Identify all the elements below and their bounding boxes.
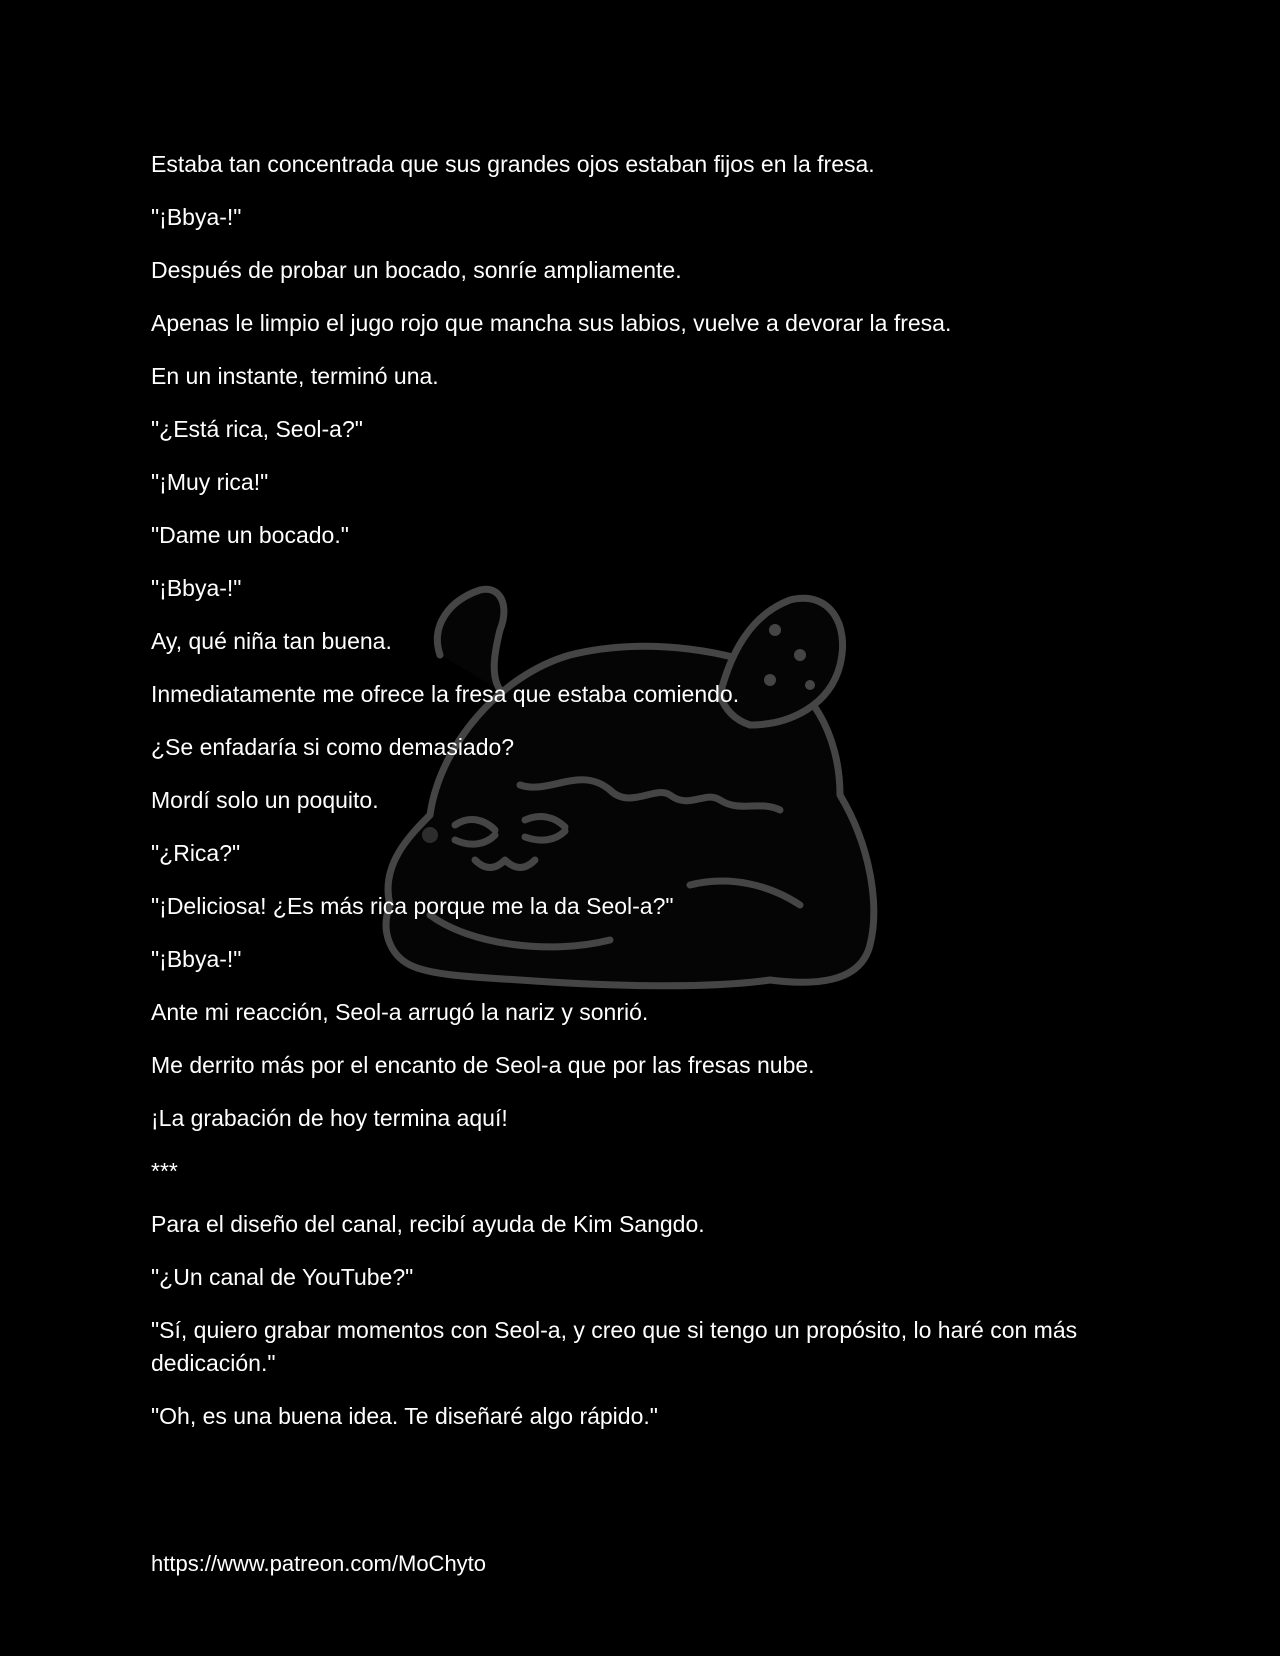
paragraph: Apenas le limpio el jugo rojo que mancha sus labios, vuelve a devorar la fresa. bbox=[151, 310, 952, 336]
paragraph: "Oh, es una buena idea. Te diseñaré algo rápido." bbox=[151, 1403, 658, 1429]
paragraph: ¡La grabación de hoy termina aquí! bbox=[151, 1105, 508, 1131]
paragraph: Inmediatamente me ofrece la fresa que estaba comiendo. bbox=[151, 681, 740, 707]
paragraph: Estaba tan concentrada que sus grandes ojos estaban fijos en la fresa. bbox=[151, 151, 875, 177]
paragraph: "Sí, quiero grabar momentos con Seol-a, y creo que si tengo un propósito, lo haré con más dedicación." bbox=[151, 1317, 1078, 1376]
scene-break: *** bbox=[151, 1158, 178, 1184]
paragraph: Ante mi reacción, Seol-a arrugó la nariz y sonrió. bbox=[151, 999, 649, 1025]
paragraph: "Dame un bocado." bbox=[151, 522, 349, 548]
paragraph: En un instante, terminó una. bbox=[151, 363, 439, 389]
paragraph: Para el diseño del canal, recibí ayuda de Kim Sangdo. bbox=[151, 1211, 705, 1237]
paragraph: ¿Se enfadaría si como demasiado? bbox=[151, 734, 515, 760]
patreon-link[interactable]: https://www.patreon.com/MoChyto bbox=[151, 1551, 487, 1576]
paragraph: "¡Deliciosa! ¿Es más rica porque me la da Seol-a?" bbox=[151, 893, 674, 919]
paragraph: "¡Muy rica!" bbox=[151, 469, 269, 495]
paragraph: Mordí solo un poquito. bbox=[151, 787, 379, 813]
paragraph: "¡Bbya-!" bbox=[151, 946, 242, 972]
paragraph: Ay, qué niña tan buena. bbox=[151, 628, 392, 654]
paragraph: Después de probar un bocado, sonríe ampliamente. bbox=[151, 257, 682, 283]
paragraph: "¡Bbya-!" bbox=[151, 575, 242, 601]
paragraph: "¿Un canal de YouTube?" bbox=[151, 1264, 414, 1290]
paragraph: "¡Bbya-!" bbox=[151, 204, 242, 230]
document-body bbox=[151, 148, 1131, 1453]
paragraph: Me derrito más por el encanto de Seol-a que por las fresas nube. bbox=[151, 1052, 815, 1078]
paragraph: "¿Está rica, Seol-a?" bbox=[151, 416, 363, 442]
paragraph: "¿Rica?" bbox=[151, 840, 241, 866]
